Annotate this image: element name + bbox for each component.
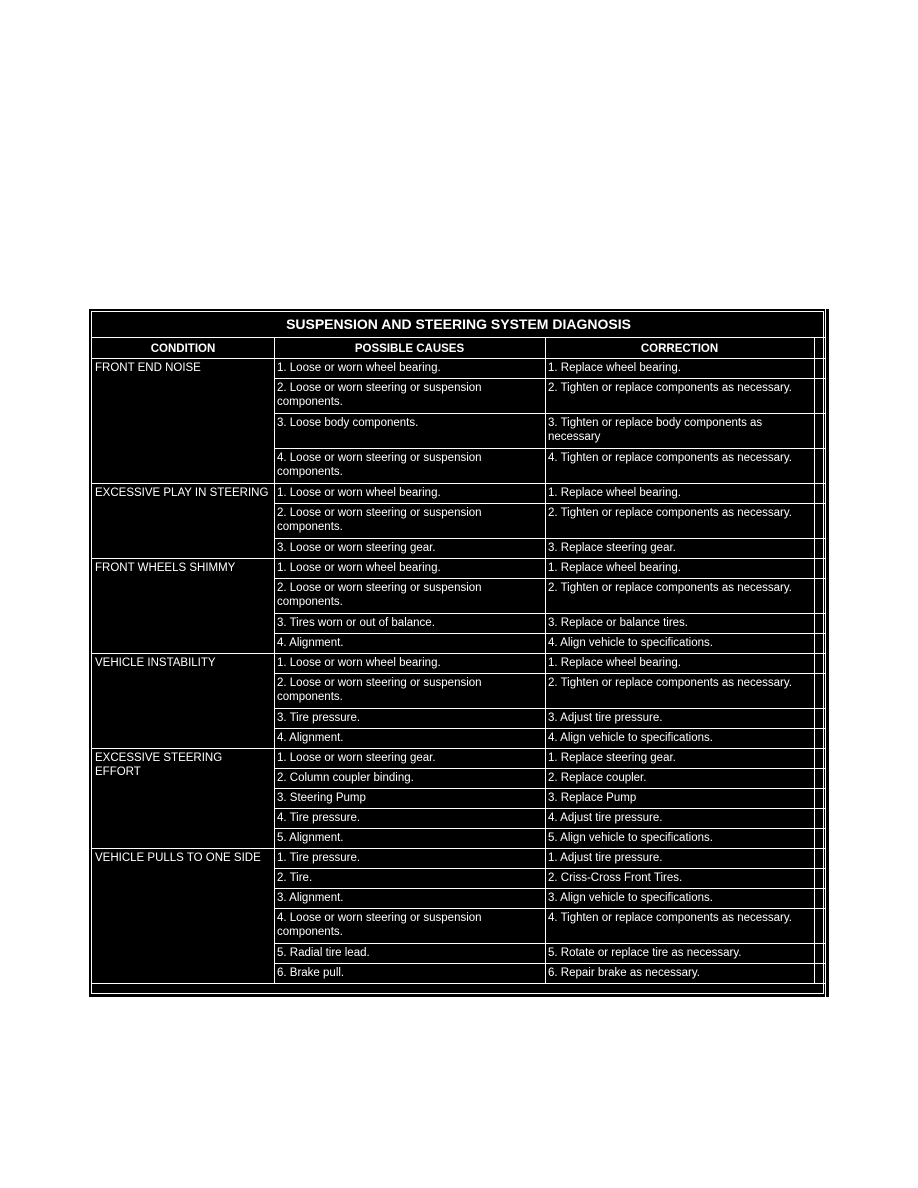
correction-cell: 4. Tighten or replace components as necessary.: [548, 452, 792, 464]
column-divider: [814, 338, 815, 984]
cause-cell: 4. Alignment.: [277, 732, 344, 744]
cause-cell: 3. Tires worn or out of balance.: [277, 617, 435, 629]
cause-cell: 6. Brake pull.: [277, 967, 345, 979]
correction-cell: 5. Rotate or replace tire as necessary.: [548, 947, 742, 959]
cause-cell: 5. Alignment.: [277, 832, 344, 844]
cause-cell: 2. Column coupler binding.: [277, 772, 414, 784]
cause-cell: 1. Loose or worn wheel bearing.: [277, 487, 441, 499]
correction-cell: 3. Replace or balance tires.: [548, 617, 688, 629]
correction-cell: 3. Replace Pump: [548, 792, 637, 804]
condition-cell: FRONT END NOISE: [95, 362, 201, 374]
table-frame: [91, 311, 824, 994]
correction-header: CORRECTION: [640, 343, 719, 355]
cause-cell: 2. Loose or worn steering or suspension components.: [277, 382, 482, 408]
cause-cell: 4. Alignment.: [277, 637, 344, 649]
correction-cell: 2. Criss-Cross Front Tires.: [548, 872, 683, 884]
correction-cell: 1. Replace wheel bearing.: [548, 562, 681, 574]
cause-cell: 3. Alignment.: [277, 892, 344, 904]
correction-cell: 4. Align vehicle to specifications.: [548, 637, 713, 649]
correction-cell: 1. Adjust tire pressure.: [548, 852, 663, 864]
correction-cell: 3. Tighten or replace body components as necessary: [548, 417, 763, 443]
condition-cell: VEHICLE PULLS TO ONE SIDE: [95, 852, 261, 864]
group-divider: [92, 983, 825, 984]
cause-cell: 1. Loose or worn wheel bearing.: [277, 562, 441, 574]
cause-cell: 3. Steering Pump: [277, 792, 366, 804]
correction-cell: 4. Align vehicle to specifications.: [548, 732, 713, 744]
condition-cell: FRONT WHEELS SHIMMY: [95, 562, 236, 574]
correction-cell: 3. Align vehicle to specifications.: [548, 892, 713, 904]
condition-cell: EXCESSIVE PLAY IN STEERING: [95, 487, 269, 499]
cause-cell: 3. Tire pressure.: [277, 712, 361, 724]
correction-cell: 1. Replace steering gear.: [548, 752, 676, 764]
correction-cell: 2. Tighten or replace components as necessary.: [548, 507, 792, 519]
diagnosis-table: [89, 309, 829, 997]
cause-cell: 2. Tire.: [277, 872, 313, 884]
cause-cell: 2. Loose or worn steering or suspension components.: [277, 582, 482, 608]
condition-cell: VEHICLE INSTABILITY: [95, 657, 216, 669]
cause-cell: 3. Loose body components.: [277, 417, 419, 429]
correction-cell: 2. Tighten or replace components as necessary.: [548, 677, 792, 689]
cause-cell: 1. Loose or worn wheel bearing.: [277, 362, 441, 374]
cause-cell: 1. Tire pressure.: [277, 852, 361, 864]
column-divider: [545, 338, 546, 984]
correction-cell: 5. Align vehicle to specifications.: [548, 832, 713, 844]
table-title: SUSPENSION AND STEERING SYSTEM DIAGNOSIS: [92, 312, 825, 338]
cause-cell: 3. Loose or worn steering gear.: [277, 542, 436, 554]
cause-cell: 1. Loose or worn steering gear.: [277, 752, 436, 764]
correction-cell: 2. Tighten or replace components as necessary.: [548, 582, 792, 594]
correction-cell: 2. Tighten or replace components as necessary.: [548, 382, 792, 394]
correction-cell: 2. Replace coupler.: [548, 772, 647, 784]
correction-cell: 6. Repair brake as necessary.: [548, 967, 700, 979]
cause-cell: 1. Loose or worn wheel bearing.: [277, 657, 441, 669]
cause-cell: 4. Loose or worn steering or suspension components.: [277, 452, 482, 478]
cause-cell: 4. Loose or worn steering or suspension components.: [277, 912, 482, 938]
correction-cell: 4. Tighten or replace components as necessary.: [548, 912, 792, 924]
condition-header: CONDITION: [150, 343, 216, 355]
cause-cell: 5. Radial tire lead.: [277, 947, 370, 959]
column-divider: [274, 338, 275, 984]
correction-cell: 1. Replace wheel bearing.: [548, 487, 681, 499]
correction-cell: 3. Adjust tire pressure.: [548, 712, 663, 724]
correction-cell: 1. Replace wheel bearing.: [548, 657, 681, 669]
condition-cell: EXCESSIVE STEERING EFFORT: [95, 752, 223, 778]
causes-header: POSSIBLE CAUSES: [354, 343, 465, 355]
correction-cell: 1. Replace wheel bearing.: [548, 362, 681, 374]
cause-cell: 2. Loose or worn steering or suspension components.: [277, 677, 482, 703]
correction-cell: 3. Replace steering gear.: [548, 542, 676, 554]
cause-cell: 2. Loose or worn steering or suspension components.: [277, 507, 482, 533]
correction-cell: 4. Adjust tire pressure.: [548, 812, 663, 824]
cause-cell: 4. Tire pressure.: [277, 812, 361, 824]
